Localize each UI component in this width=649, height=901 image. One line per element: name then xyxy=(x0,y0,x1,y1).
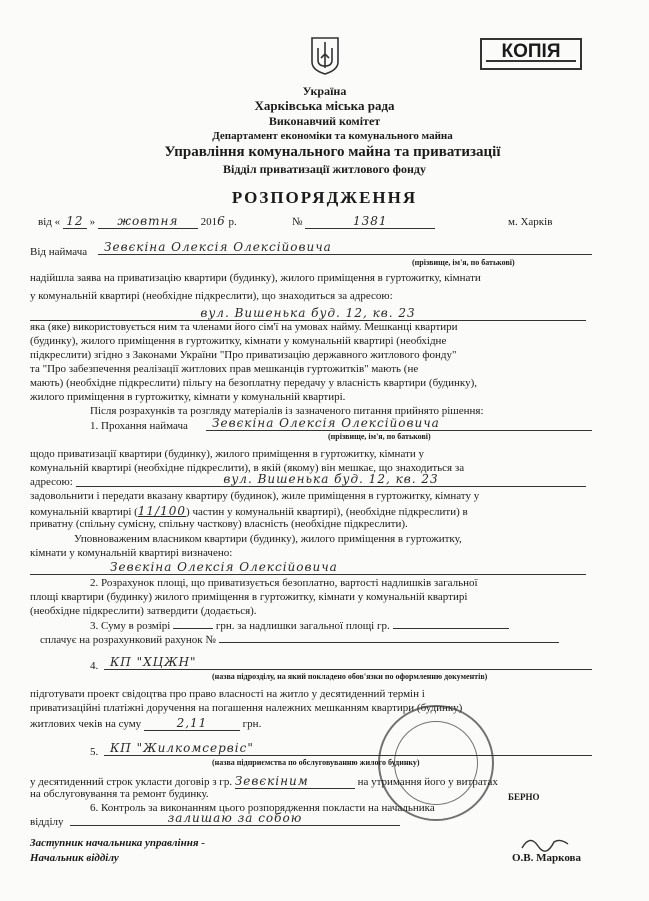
para1-line2: у комунальній квартирі (необхідне підкреслити), що знаходиться за адресою: xyxy=(30,290,393,302)
item3-line1: 3. Суму в розмірі грн. за надлишки загальної площі гр. xyxy=(90,620,509,632)
council: Харківська міська рада xyxy=(254,98,395,113)
coat-of-arms-icon xyxy=(310,36,340,76)
date-year-suffix: 6 xyxy=(217,214,226,228)
date-day: 12 xyxy=(63,214,87,229)
item5-hint: (назва підприємства по обслуговуванню жилого будинку) xyxy=(212,758,420,767)
item1-label: 1. Прохання наймача xyxy=(90,420,188,432)
item4-label: 4. xyxy=(90,660,99,672)
item1-address: вул. Вишенька буд. 12, кв. 23 xyxy=(76,472,586,487)
item1-text4: приватну (спільну сумісну, спільну часткову) власність (необхідне підкреслити). xyxy=(30,518,408,530)
item1-text2: комунальній квартирі (необхідне підкреслити), в якій (якому) він мешкає, що знаходиться за xyxy=(30,462,465,474)
committee: Виконавчий комітет xyxy=(268,114,381,128)
para2-line5: мають) (необхідне підкреслити) пільгу на безоплатну передачу у власність квартири (будинку), xyxy=(30,377,478,389)
item1-owner: Зевєкіна Олексія Олексійовича xyxy=(30,560,586,575)
date-prefix: від « xyxy=(38,216,61,228)
item1-address-label: адресою: xyxy=(30,476,73,488)
city: м. Харків xyxy=(508,216,553,228)
applicant-label: Від наймача xyxy=(30,246,88,258)
date-year-label: р. xyxy=(228,216,237,228)
item1-text3: задовольнити і передати вказану квартиру (будинок), жиле приміщення в гуртожитку, кімнату у xyxy=(30,490,480,502)
para2-line4: та "Про забезпечення реалізації житлових прав мешканців гуртожитків" мають (не xyxy=(30,363,419,375)
item5-org: КП "Жилкомсервіс" xyxy=(104,741,592,756)
date-row: від « 12 » жовтня 2016 р. xyxy=(38,214,237,228)
para2-line3: підкреслити) згідно з Законами України "Про приватизацію державного житлового фонду" xyxy=(30,349,457,361)
order-number-value: 1381 xyxy=(305,214,435,229)
seal-text: БЕРНО xyxy=(508,792,540,802)
item5-text2: на обслуговування та ремонт будинку. xyxy=(30,788,209,800)
item1-text5: Уповноваженим власником квартири (будинку), жилого приміщення в гуртожитку, xyxy=(74,533,462,545)
para2-line6: жилого приміщення в гуртожитку, кімнати у комунальній квартирі. xyxy=(30,391,346,403)
item1-share-row: комунальній квартирі (11/100) частин у комунальній квартирі), (необхідне підкреслити) в xyxy=(30,504,468,518)
para2-line1: яка (яке) використовується ним та членами його сім'ї на умовах найму. Мешканці квартири xyxy=(30,321,458,333)
item4-text2: приватизаційні платіжні доручення на погашення належних мешканням квартири (будинку) xyxy=(30,702,463,714)
item2-line1: 2. Розрахунок площі, що приватизується безоплатно, вартості надлишків загальної xyxy=(90,577,478,589)
copy-stamp: КОПІЯ xyxy=(480,38,582,70)
address-handwritten: вул. Вишенька буд. 12, кв. 23 xyxy=(30,306,586,321)
item1-text6: кімнати у комунальній квартирі визначено: xyxy=(30,547,233,559)
signature-name: О.В. Маркова xyxy=(512,852,582,864)
item1-share-value: 11/100 xyxy=(137,504,187,518)
item5-label: 5. xyxy=(90,746,99,758)
para3: Після розрахунків та розгляду матеріалів із зазначеного питання прийнято рішення: xyxy=(90,405,484,417)
item2-line2: площі квартири (будинку) жилого приміщення в гуртожитку, кімнати у комунальній квартирі xyxy=(30,591,468,603)
item4-text1: підготувати проект свідоцтва про право власності на житло у десятиденний термін і xyxy=(30,688,425,700)
signature-position-1: Заступник начальника управління - xyxy=(30,837,205,849)
item1-text1: щодо приватизації квартири (будинку), жилого приміщення в гуртожитку, кімнати у xyxy=(30,448,424,460)
copy-stamp-lower-line xyxy=(486,60,576,62)
signature-mark-icon xyxy=(520,832,570,854)
item1-name: Зевєкіна Олексія Олексійовича xyxy=(206,416,592,431)
department: Департамент економіки та комунального майна xyxy=(212,130,453,142)
item4-text3: житлових чеків на суму 2,11 грн. xyxy=(30,716,262,730)
page-title: РОЗПОРЯДЖЕННЯ xyxy=(231,188,418,207)
item3-line2: сплачує на розрахунковий рахунок № xyxy=(40,634,559,646)
date-month: жовтня xyxy=(98,214,198,229)
item2-line3: (необхідне підкреслити) затвердити (додається). xyxy=(30,605,257,617)
order-number: № 1381 xyxy=(292,214,435,229)
signature-position-2: Начальник відділу xyxy=(30,852,119,864)
item4-org: КП "ХЦЖН" xyxy=(104,655,592,670)
item5-text1: у десятиденний строк укласти договір з гр. Зевєкіним на утримання його у витратах xyxy=(30,774,498,788)
para1-line1: надійшла заява на приватизацію квартири (будинку), жилого приміщення в гуртожитку, кімнати xyxy=(30,272,481,284)
directorate: Управління комунального майна та приватизації xyxy=(164,144,501,160)
item6-text2: відділу xyxy=(30,816,64,828)
item6-handwritten: залишаю за собою xyxy=(70,811,400,826)
division: Відділ приватизації житлового фонду xyxy=(223,162,426,176)
item6-text1: 6. Контроль за виконанням цього розпорядження покласти на начальника xyxy=(90,802,435,814)
item5-name: Зевєкіним xyxy=(235,774,355,789)
item4-hint: (назва підрозділу, на який покладено обов'язки по оформленню документів) xyxy=(212,672,488,681)
para2-line2: (будинку), жилого приміщення в гуртожитку, кімнати у комунальній квартирі (необхідне xyxy=(30,335,447,347)
date-year-prefix: 201 xyxy=(200,216,218,228)
country: Україна xyxy=(302,84,347,98)
applicant-hint: (прізвище, ім'я, по батькові) xyxy=(412,258,515,267)
item1-hint: (прізвище, ім'я, по батькові) xyxy=(328,432,431,441)
item4-sum: 2,11 xyxy=(144,716,240,731)
applicant-name: Зевєкіна Олексія Олексійовича xyxy=(98,240,592,255)
